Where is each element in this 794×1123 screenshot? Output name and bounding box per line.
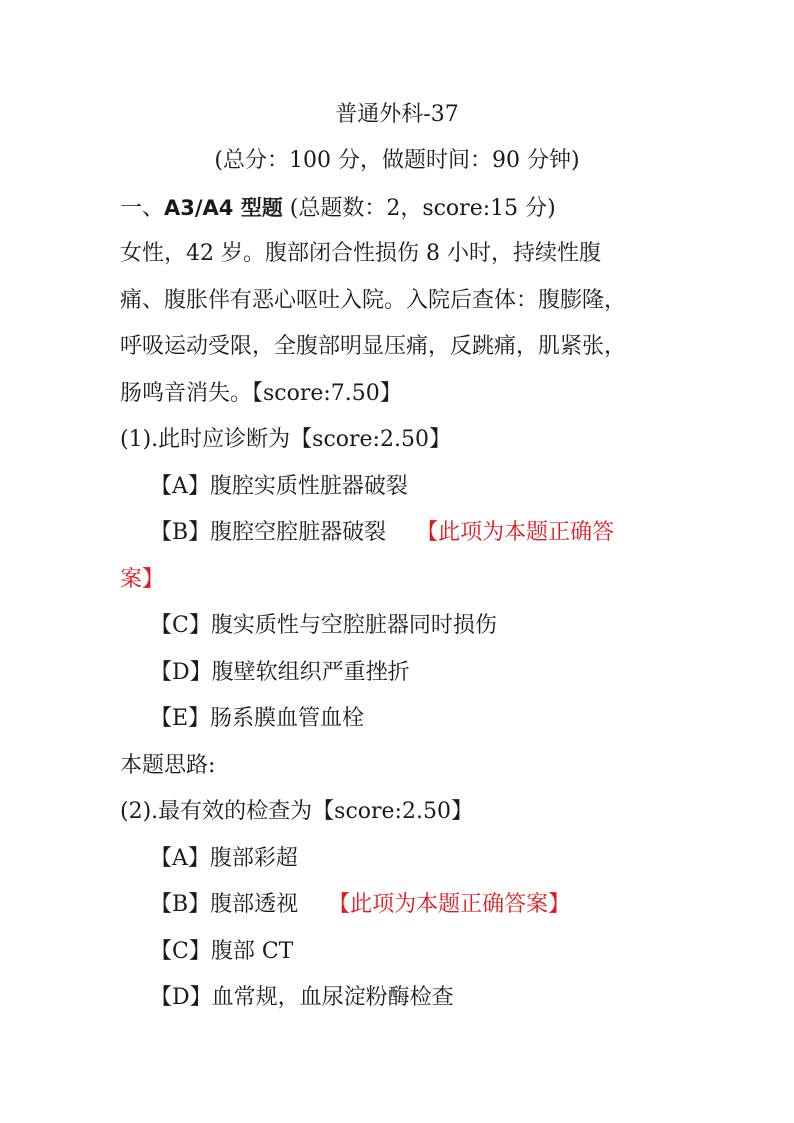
option-b: 【B】腹腔空腔脏器破裂 bbox=[150, 520, 387, 545]
option-a: 【A】腹部彩超 bbox=[150, 846, 298, 871]
section-meta: (总题数：2，score:15 分) bbox=[289, 196, 556, 221]
option-d: 【D】血常规，血尿淀粉酶检查 bbox=[150, 985, 454, 1010]
option-c: 【C】腹实质性与空腔脏器同时损伤 bbox=[150, 613, 497, 638]
case-line: 肠鸣音消失。【score:7.50】 bbox=[120, 381, 402, 406]
section-header bbox=[120, 193, 680, 224]
document-title: 普通外科-37 bbox=[335, 102, 459, 127]
option-c: 【C】腹部 CT bbox=[150, 939, 294, 964]
correct-answer-mark-continued: 案】 bbox=[120, 567, 165, 592]
case-line: 呼吸运动受限，全腹部明显压痛，反跳痛，肌紧张， bbox=[120, 334, 627, 359]
option-b-row bbox=[150, 890, 710, 920]
question-stem: (1).此时应诊断为【score:2.50】 bbox=[120, 427, 451, 452]
option-a: 【A】腹腔实质性脏器破裂 bbox=[150, 474, 408, 499]
case-line: 痛、腹胀伴有恶心呕吐入院。入院后查体：腹膨隆， bbox=[120, 288, 627, 313]
option-b: 【B】腹部透视 bbox=[150, 892, 299, 917]
analysis-label: 本题思路: bbox=[120, 753, 216, 778]
question-stem: (2).最有效的检查为【score:2.50】 bbox=[120, 799, 473, 824]
correct-answer-mark: 【此项为本题正确答 bbox=[416, 520, 615, 545]
correct-answer-mark: 【此项为本题正确答案】 bbox=[328, 892, 571, 917]
case-line: 女性，42 岁。腹部闭合性损伤 8 小时，持续性腹 bbox=[120, 241, 601, 266]
option-d: 【D】腹壁软组织严重挫折 bbox=[150, 660, 410, 685]
section-number: 一、 bbox=[120, 196, 165, 221]
document-subtitle: (总分：100 分，做题时间：90 分钟) bbox=[214, 148, 580, 173]
option-b-row bbox=[150, 518, 710, 548]
option-e: 【E】肠系膜血管血栓 bbox=[150, 706, 365, 731]
section-type: A3/A4 型题 bbox=[164, 196, 283, 220]
